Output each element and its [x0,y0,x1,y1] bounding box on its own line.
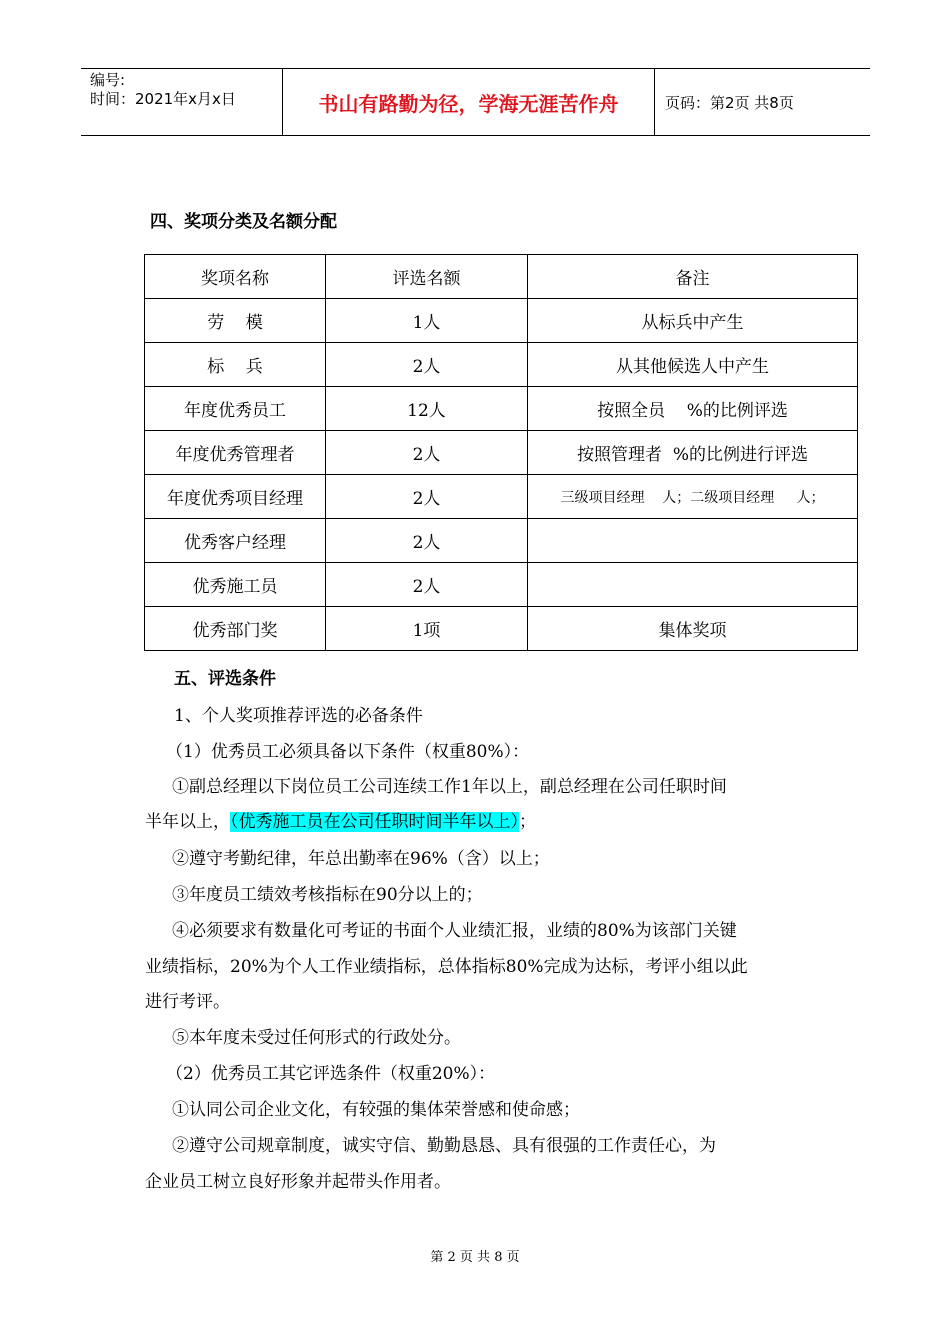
award-note-cell: 三级项目经理 人；二级项目经理 人； [528,475,858,519]
award-note-cell: 按照管理者 %的比例进行评选 [528,431,858,475]
award-note-cell [528,519,858,563]
paragraph: （1）优秀员工必须具备以下条件（权重80%）： [166,742,530,762]
header-motto: 书山有路勤为径，学海无涯苦作舟 [283,69,655,135]
table-row [145,299,858,343]
paragraph-text: 半年以上， [145,812,230,832]
table-row [145,519,858,563]
paragraph: ④必须要求有数量化可考证的书面个人业绩汇报，业绩的80%为该部门关键 [172,921,737,941]
time-label: 时间：2021年x月x日 [90,90,236,108]
page-header [81,68,870,136]
award-name-cell: 年度优秀项目经理 [145,475,326,519]
paragraph: ①副总经理以下岗位员工公司连续工作1年以上，副总经理在公司任职时间 [172,777,727,797]
award-name-cell: 年度优秀管理者 [145,431,326,475]
paragraph: （2）优秀员工其它评选条件（权重20%）： [166,1064,496,1084]
column-header: 评选名额 [326,255,528,299]
number-label: 编号: [90,71,126,89]
paragraph: 1、个人奖项推荐评选的必备条件 [174,706,423,726]
award-name-cell: 劳 模 [145,299,326,343]
awards-table [144,254,858,651]
paragraph: ⑤本年度未受过任何形式的行政处分。 [172,1028,461,1048]
award-quota-cell: 12人 [326,387,528,431]
award-name-cell: 标 兵 [145,343,326,387]
page-footer: 第 2 页 共 8 页 [430,1250,520,1265]
table-row [145,607,858,651]
award-quota-cell: 1项 [326,607,528,651]
award-note-cell: 从其他候选人中产生 [528,343,858,387]
table-row [145,563,858,607]
award-quota-cell: 2人 [326,519,528,563]
section-title: 五、评选条件 [174,669,276,689]
paragraph: ①认同公司企业文化，有较强的集体荣誉感和使命感； [172,1100,580,1120]
award-note-cell: 集体奖项 [528,607,858,651]
paragraph: 进行考评。 [145,992,230,1012]
award-note-cell: 按照全员 %的比例评选 [528,387,858,431]
header-info [81,69,283,135]
paragraph: ②遵守公司规章制度，诚实守信、勤勤恳恳、具有很强的工作责任心，为 [172,1136,716,1156]
paragraph: ②遵守考勤纪律，年总出勤率在96%（含）以上； [172,849,550,869]
paragraph-text: ； [519,812,536,832]
table-row [145,475,858,519]
award-quota-cell: 2人 [326,343,528,387]
award-quota-cell: 2人 [326,475,528,519]
award-note-cell: 从标兵中产生 [528,299,858,343]
award-name-cell: 优秀施工员 [145,563,326,607]
paragraph [145,807,536,832]
award-quota-cell: 2人 [326,563,528,607]
award-quota-cell: 2人 [326,431,528,475]
table-row [145,431,858,475]
header-page-label: 页码：第2页 共8页 [665,93,794,112]
section-title: 四、奖项分类及名额分配 [150,212,337,232]
column-header: 备注 [528,255,858,299]
award-name-cell: 年度优秀员工 [145,387,326,431]
paragraph: 企业员工树立良好形象并起带头作用者。 [145,1172,451,1192]
award-note-cell [528,563,858,607]
award-name-cell: 优秀客户经理 [145,519,326,563]
paragraph: ③年度员工绩效考核指标在90分以上的； [172,885,483,905]
table-header-row [145,255,858,299]
award-quota-cell: 1人 [326,299,528,343]
table-row [145,343,858,387]
paragraph: 业绩指标，20%为个人工作业绩指标，总体指标80%完成为达标，考评小组以此 [145,957,748,977]
table-row [145,387,858,431]
highlighted-text: （优秀施工员在公司任职时间半年以上） [230,812,519,832]
column-header: 奖项名称 [145,255,326,299]
award-name-cell: 优秀部门奖 [145,607,326,651]
